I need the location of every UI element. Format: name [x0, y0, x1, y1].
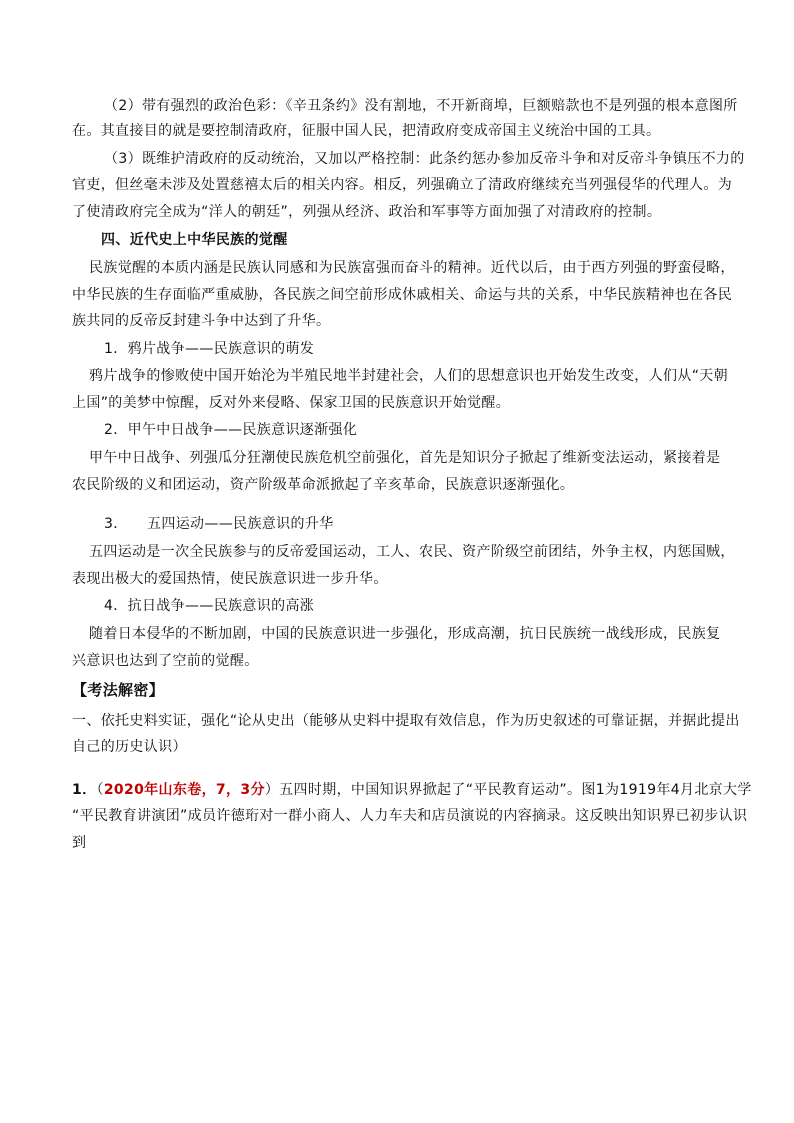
question-1-line-2: “平民教育讲演团”成员许德珩对一群小商人、人力车夫和店员演说的内容摘录。这反映出知识界已初步认识: [72, 808, 748, 824]
item-3-text-line-1: 五四运动是一次全民族参与的反帝爱国运动，工人、农民、资产阶级空前团结，外争主权，内惩国贼，: [89, 544, 735, 560]
item-1-text-line-1: 鸦片战争的惨败使中国开始沦为半殖民地半封建社会，人们的思想意识也开始发生改变，人们从“天朝: [89, 368, 728, 384]
item-4-text-line-1: 随着日本侵华的不断加剧，中国的民族意识进一步强化，形成高潮，抗日民族统一战线形成，民族复: [89, 626, 721, 642]
question-1-line-3: 到: [72, 835, 87, 851]
question-1-source-open: （: [96, 782, 104, 798]
question-1-stem-start: 五四时期，中国知识界掀起了“平民教育运动”。图1为1919年4月北京大学: [279, 782, 752, 798]
item-1-text-line-2: 上国”的美梦中惊醒，反对外来侵略、保家卫国的民族意识开始觉醒。: [72, 395, 511, 411]
item-2-text-line-2: 农民阶级的义和团运动，资产阶级革命派掀起了辛亥革命，民族意识逐渐强化。: [72, 477, 575, 493]
question-1-line-1: [72, 780, 752, 800]
item-3-text-line-2: 表现出极大的爱国热情，使民族意识进一步升华。: [72, 571, 388, 587]
point-1-line-1: 一、依托史料实证，强化“论从史出（能够从史料中提取有效信息，作为历史叙述的可靠证据，并据此提出: [72, 713, 740, 729]
question-1-source-close: ）: [264, 782, 280, 798]
paragraph-3-line-3: 了使清政府完全成为“洋人的朝廷”，列强从经济、政治和军事等方面加强了对清政府的控制。: [72, 204, 662, 220]
item-4-text-line-2: 兴意识也达到了空前的觉醒。: [72, 653, 259, 669]
item-3-title: 五四运动——民族意识的升华: [147, 516, 334, 532]
section-4-heading: 四、近代史上中华民族的觉醒: [101, 232, 288, 248]
item-2-text-line-1: 甲午中日战争、列强瓜分狂潮使民族危机空前强化，首先是知识分子掀起了维新变法运动，紧接着是: [89, 450, 721, 466]
paragraph-3-line-2: 官吏，但丝毫未涉及处置慈禧太后的相关内容。相反，列强确立了清政府继续充当列强侵华的代理人。为: [72, 177, 733, 193]
item-1-title: 1．鸦片战争——民族意识的萌发: [104, 341, 315, 357]
paragraph-3-line-1: （3）既维护清政府的反动统治，又加以严格控制：此条约惩办参加反帝斗争和对反帝斗争镇压不力的: [104, 151, 745, 167]
section-4-intro-line-1: 民族觉醒的本质内涵是民族认同感和为民族富强而奋斗的精神。近代以后，由于西方列强的野蛮侵略，: [89, 260, 735, 276]
kaofa-heading: 【考法解密】: [72, 681, 165, 699]
point-1-line-2: 自己的历史认识）: [72, 739, 187, 755]
paragraph-2-line-1: （2）带有强烈的政治色彩：《辛丑条约》没有割地，不开新商埠，巨额赔款也不是列强的根本意图所: [104, 98, 738, 114]
section-4-intro-line-2: 中华民族的生存面临严重威胁，各民族之间空前形成休戚相关、命运与共的关系，中华民族精神也在各民: [72, 287, 733, 303]
paragraph-2-line-2: 在。其直接目的就是要控制清政府，征服中国人民，把清政府变成帝国主义统治中国的工具。: [72, 123, 661, 139]
section-4-intro-line-3: 族共同的反帝反封建斗争中达到了升华。: [72, 313, 331, 329]
item-4-title: 4．抗日战争——民族意识的高涨: [104, 598, 315, 614]
question-1-source: 2020年山东卷，7，3分: [103, 782, 265, 798]
item-2-title: 2．甲午中日战争——民族意识逐渐强化: [104, 422, 358, 438]
item-3-number: 3．: [104, 516, 128, 532]
question-1-number: 1．: [72, 782, 97, 798]
